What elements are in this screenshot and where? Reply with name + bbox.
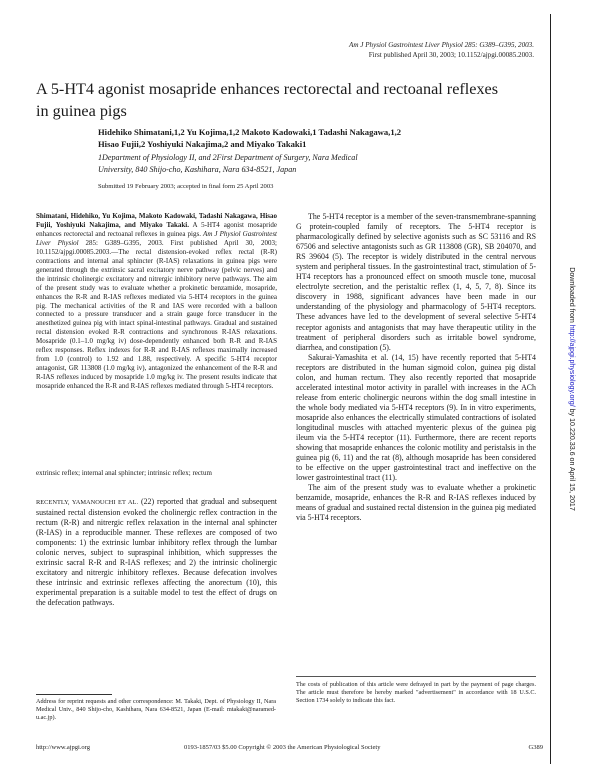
received-date: Submitted 19 February 2003; accepted in final form 25 April 2003 xyxy=(98,183,274,190)
intro-text: (22) reported that gradual and subsequent sustained rectal distension evoked the cholinergic reflex contraction in the rectum (R-R) and nitrergic reflex relaxation in the internal anal sphincter (R-IAS) in a reproducible manner. These reflexes are composed of two components: 1) the extrinsic lumbar inhibitory reflex through the lumbar colonic nerves, subject to supraspinal inhibition, which suppresses the extrinsic sacral R-R and R-IAS reflexes; and 2) the intrinsic cholinergic excitatory and nitrergic inhibitory reflexes. Because defecation involves these intrinsic and extrinsic reflexes affecting the anorectum (10), this experimental preparation is a suitable model to test the effect of drugs on the defecation pathways. xyxy=(36,497,277,608)
abstract xyxy=(36,212,277,391)
intro-paragraph xyxy=(36,497,277,609)
abstract-citation-rest: 285: G389–G395, 2003. First published April 30, 2003; 10.1152/ajpgi.00085.2003.— xyxy=(36,238,277,256)
download-suffix: by 10.220.33.6 on April 15, 2017 xyxy=(568,406,576,511)
abstract-citation-authors: Shimatani, Hidehiko, Yu Kojima, Makoto Kadowaki, Tadashi Nakagawa, Hisao Fujii, Yoshiyuki Nakajima, and Miyako Takaki. xyxy=(36,212,277,229)
abstract-citation-title: A 5-HT4 agonist mosapride enhances rectorectal and rectoanal reflexes in guinea pigs. xyxy=(36,220,278,238)
footer-issn: 0193-1857/03 $5.00 Copyright © 2003 the American Physiological Society xyxy=(184,744,381,751)
footer-page-number: G389 xyxy=(528,744,543,751)
footnote-rule xyxy=(36,694,112,695)
download-link[interactable]: http://ajpgi.physiology.org/ xyxy=(568,324,576,407)
author-list xyxy=(98,126,538,150)
author-line-1: Hidehiko Shimatani,1,2 Yu Kojima,1,2 Makoto Kadowaki,1 Tadashi Nakagawa,1,2 xyxy=(98,127,402,137)
keywords: extrinsic reflex; internal anal sphincter; intrinsic reflex; rectum xyxy=(36,469,212,477)
first-published: First published April 30, 2003; 10.1152/ajpgi.00085.2003. xyxy=(368,51,534,59)
article-title: A 5-HT4 agonist mosapride enhances rectorectal and rectoanal reflexes in guinea pigs xyxy=(36,80,499,120)
journal-header xyxy=(349,40,534,60)
affiliation-line-1: 1Department of Physiology II, and 2First Department of Surgery, Nara Medical xyxy=(98,153,358,162)
affiliations xyxy=(98,152,528,176)
affiliation-line-2: University, 840 Shijo-cho, Kashihara, Nara 634-8521, Japan xyxy=(98,165,297,174)
download-notice xyxy=(568,267,576,511)
publication-cost-footnote: The costs of publication of this article were defrayed in part by the payment of page charges. The article must therefore be hereby marked "advertisement" in accordance with 18 U.S.C. Section 1734 solely to indicate this fact. xyxy=(296,676,536,705)
footer-url[interactable]: http://www.ajpgi.org xyxy=(36,744,90,751)
page-footer xyxy=(36,744,543,754)
right-column xyxy=(296,212,536,523)
download-prefix: Downloaded from xyxy=(568,267,576,325)
paragraph-2: Sakurai-Yamashita et al. (14, 15) have recently reported that 5-HT4 receptors are distributed in the human sigmoid colon, guinea pig distal colon, and human rectum. They also recently reported that mosapride accelerated intestinal motor activity in parallel with increases in the ACh release from enteric cholinergic neurons within the dog small intestine in the whole body mediated via 5-HT4 receptors (9). In in vitro experiments, mosapride also enhances the electrically stimulated contractions of isolated longitudinal muscles with attached myenteric plexus of the guinea pig ileum via the 5-HT4 receptor (11). Furthermore, there are recent reports showing that mosapride enhances the colonic motility and peristalsis in the guinea pig (6, 11) and the rat (8), although mosapride has been considered to be effective on the upper gastrointestinal tract and ineffective on the lower gastrointestinal tract (11). xyxy=(296,352,536,483)
intro-lead: RECENTLY, YAMANOUCHI ET AL. xyxy=(36,499,139,506)
journal-citation: Am J Physiol Gastrointest Liver Physiol 285: G389–G395, 2003. xyxy=(349,41,534,49)
paragraph-3: The aim of the present study was to evaluate whether a prokinetic benzamide, mosapride, enhances the R-R and R-IAS reflexes induced by means of gradual and sustained rectal distension in the guinea pig mediated via 5-HT4 receptors. xyxy=(296,483,536,523)
abstract-body: The rectal distension-evoked reflex rectal (R-R) contractions and internal anal sphincter (R-IAS) relaxations in guinea pigs were generated through the extrinsic sacral excitatory nerve pathway (pelvic nerves) and the intrinsic cholinergic excitatory and nitrergic inhibitory nerve pathways. The aim of the present study was to evaluate whether a prokinetic benzamide, mosapride, enhances the R-R and R-IAS reflexes mediated via 5-HT4 receptors in the guinea pig. The mechanical activities of the R and IAS were recorded with a balloon connected to a pressure transducer and a strain gauge force transducer in the anesthetized guinea pig with intact spinal-intestinal pathways. Gradual and sustained rectal distension evoked R-R contractions and synchronous R-IAS relaxations. Mosapride (0.1–1.0 mg/kg iv) dose-dependently enhanced both R-R and R-IAS reflex responses. Reflex indexes for R-R and R-IAS reflexes maximally increased from 1.0 (control) to 1.92 and 1.88, respectively. A specific 5-HT4 receptor antagonist, GR 113808 (1.0 mg/kg iv), antagonized the enhancement of the R-R and R-IAS reflexes induced by mosapride 1.0 mg/kg iv. The present results indicate that mosapride enhanced the R-R and R-IAS reflexes mediated through 5-HT4 receptors. xyxy=(36,247,277,391)
correspondence-footnote: Address for reprint requests and other correspondence: M. Takaki, Dept. of Physiology II, Nara Medical Univ., 840 Shijo-cho, Kashihara, Nara 634-8521, Japan (E-mail: mtakaki@naramed-u.ac.jp). xyxy=(36,698,276,721)
author-line-2: Hisao Fujii,2 Yoshiyuki Nakajima,2 and Miyako Takaki1 xyxy=(98,139,307,149)
abstract-citation-journal: Am J Physiol Gastrointest Liver Physiol xyxy=(36,229,277,247)
paragraph-1: The 5-HT4 receptor is a member of the seven-transmembrane-spanning G protein-coupled family of receptors. The 5-HT4 receptor is pharmacologically defined by selective agonists such as SC 53116 and RS 67506 and selective antagonists such as GR 113808 (GR), SB 204070, and RS 39604 (5). The receptor is widely distributed in the central nervous system and peripheral tissues. In the gastrointestinal tract, stimulation of 5-HT4 receptors has a pronounced effect on smooth muscle tone, mucosal electrolyte secretion, and the peristaltic reflex (1, 4, 5, 7, 8). Since its discovery in 1988, significant advances have been made in our understanding of the physiology and pharmacology of 5-HT4 receptors. These advances have led to the development of several selective 5-HT4 receptor agonists and antagonists that may have therapeutic utility in the treatment of peripheral disorders such as irritable bowel syndrome, diarrhea, and constipation (5). xyxy=(296,212,536,352)
